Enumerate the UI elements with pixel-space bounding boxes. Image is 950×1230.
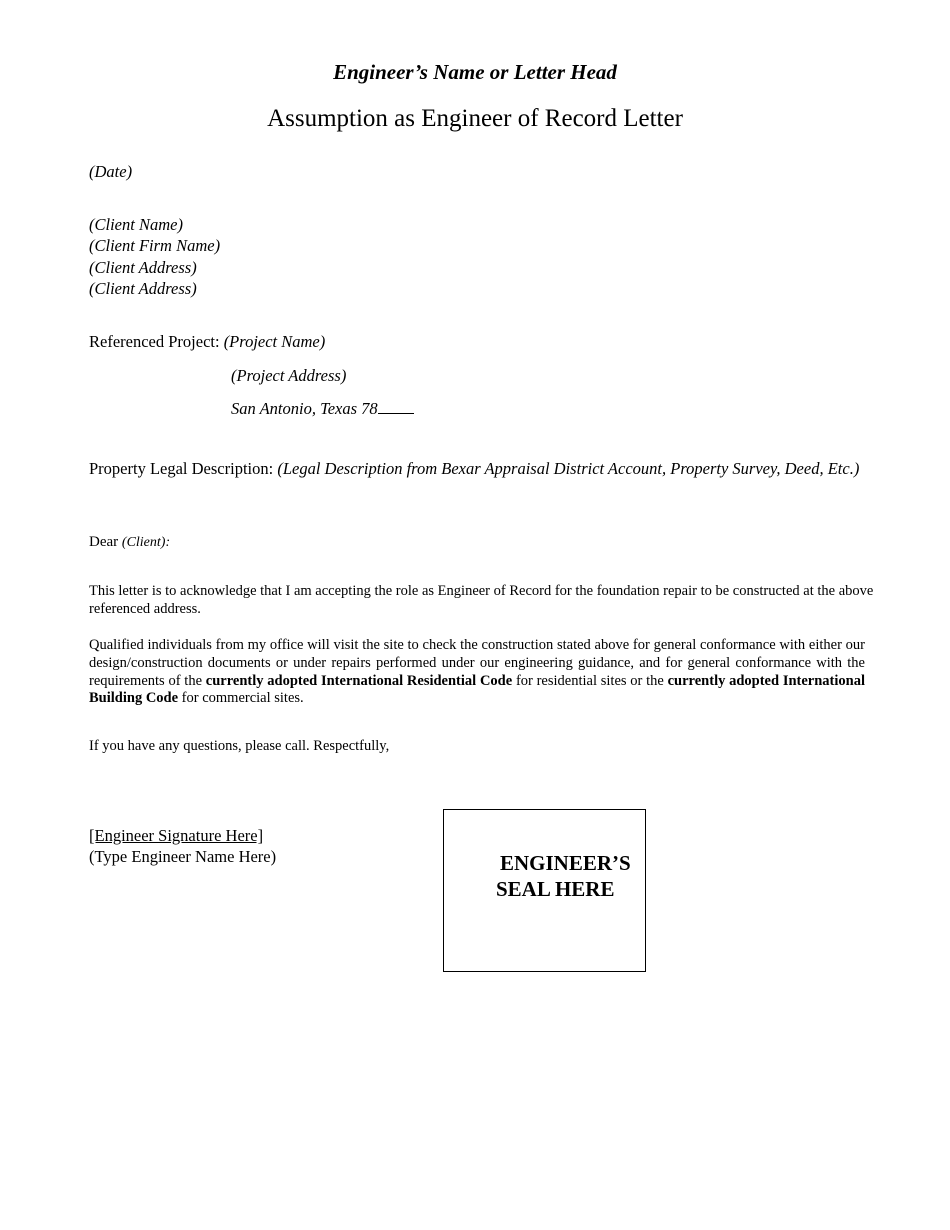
- para2-text-e: for commercial sites.: [181, 690, 304, 707]
- body-paragraph-1: This letter is to acknowledge that I am accepting the role as Engineer of Record for the foundation repair to be constructed at the above referenced address.: [89, 583, 874, 617]
- document-title: Assumption as Engineer of Record Letter: [267, 105, 683, 132]
- body-paragraph-2: [89, 637, 865, 708]
- engineer-signature-line: [Engineer Signature Here]: [89, 826, 264, 845]
- legal-value: (Legal Description from Bexar Appraisal District Account, Property Survey, Deed, Etc.): [277, 459, 860, 478]
- date-field: (Date): [89, 162, 133, 181]
- client-firm-name: (Client Firm Name): [89, 236, 221, 255]
- engineer-name: (Type Engineer Name Here): [89, 847, 277, 866]
- client-address-1: (Client Address): [89, 258, 197, 277]
- project-name: (Project Name): [223, 332, 326, 351]
- seal-text: [496, 850, 631, 902]
- para2-ibc: currently adopted International Building Code: [89, 672, 865, 707]
- para2-irc: currently adopted International Residential Code: [205, 672, 513, 689]
- legal-label: Property Legal Description:: [89, 459, 274, 478]
- project-city: [231, 399, 414, 419]
- para2-text-c: for residential sites or the: [515, 672, 664, 689]
- para2-text-a: Qualified individuals from my office will visit the site to check the construction stated above for general conformance with either our design/construction documents or under repairs performed under our engineering guidance, and for general conformance with the requirements of the: [89, 637, 865, 689]
- salutation: [89, 534, 170, 551]
- salutation-dear: Dear: [89, 534, 119, 550]
- seal-line-2: SEAL HERE: [496, 877, 615, 901]
- referenced-project-label: Referenced Project:: [89, 332, 220, 351]
- project-city-text: San Antonio, Texas 78: [231, 399, 378, 418]
- project-address: (Project Address): [231, 366, 347, 385]
- client-address-2: (Client Address): [89, 279, 197, 298]
- closing-line: If you have any questions, please call. Respectfully,: [89, 738, 390, 754]
- salutation-client: (Client):: [121, 535, 171, 550]
- seal-line-1: ENGINEER’S: [500, 851, 631, 875]
- zip-blank-line: [378, 399, 414, 414]
- engineer-seal-box: [443, 809, 646, 972]
- property-legal-description: [89, 458, 869, 479]
- referenced-project: [89, 332, 325, 352]
- client-name: (Client Name): [89, 215, 183, 234]
- letterhead: Engineer’s Name or Letter Head: [333, 60, 617, 84]
